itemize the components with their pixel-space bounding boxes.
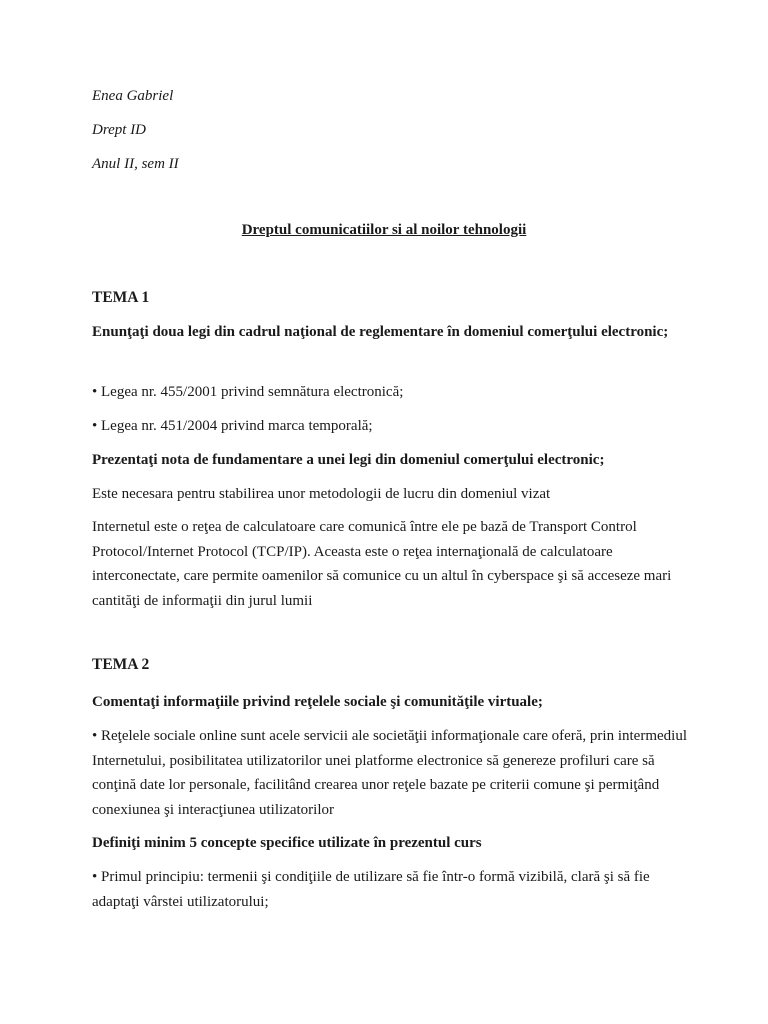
answer-primul-principiu: • Primul principiu: termenii şi condiţiile de utilizare să fie într-o formă vizibilă, clară şi să fie adaptaţi vârstei utilizatorului; [92,869,650,910]
question-concepte: Definiţi minim 5 concepte specifice utilizate în prezentul curs [92,835,482,851]
section-heading-tema1: TEMA 1 [92,289,150,306]
answer-metodologii: Este necesara pentru stabilirea unor metodologii de lucru din domeniul vizat [92,486,551,502]
list-item-lege-451: • Legea nr. 451/2004 privind marca temporală; [92,418,373,434]
question-nota-fundamentare: Prezentaţi nota de fundamentare a unei legi din domeniul comerţului electronic; [92,452,605,468]
study-program: Drept ID [92,122,147,138]
question-retele-sociale: Comentaţi informaţiile privind reţelele sociale şi comunităţile virtuale; [92,694,543,710]
section-heading-tema2: TEMA 2 [92,656,150,673]
study-year: Anul II, sem II [92,156,179,172]
question-legi-comert: Enunţaţi doua legi din cadrul naţional de reglementare în domeniul comerţului electronic; [92,324,669,340]
answer-retele-sociale: • Reţelele sociale online sunt acele servicii ale societăţii informaţionale care oferă, prin intermediul Internetului, posibilitatea utilizatorilor unei platforme electronice să genereze profiluri care să conţină date lor personale, facilitând crearea unor reţele bazate pe criterii comune şi permiţând conexiunea şi interacţiunea utilizatorilor [92,728,687,818]
list-item-lege-455: • Legea nr. 455/2001 privind semnătura electronică; [92,384,404,400]
author-name: Enea Gabriel [92,88,174,104]
answer-internet: Internetul este o reţea de calculatoare care comunică între ele pe bază de Transport Control Protocol/Internet Protocol (TCP/IP). Aceasta este o reţea internaţională de calculatoare interconectate, care permite oamenilor să comunice cu un altul în cyberspace şi să acceseze mari cantităţi de informaţii din jurul lumii [92,519,672,609]
document-title: Dreptul comunicatiilor si al noilor tehnologii [241,222,527,238]
